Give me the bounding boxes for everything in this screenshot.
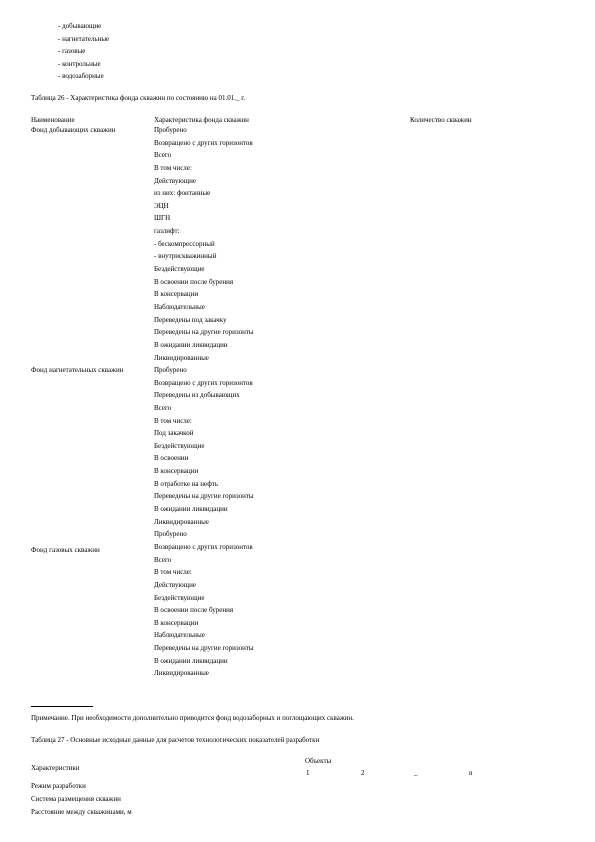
table-row: - бескомпрессорный xyxy=(154,239,215,248)
table-row: Всего xyxy=(154,555,172,564)
table-26-header-characteristic: Характеристика фонда скважин xyxy=(154,116,249,124)
gas-wells-rows xyxy=(154,541,254,680)
table-row: газлифт: xyxy=(154,227,180,236)
table-row: Ликвидированные xyxy=(154,517,209,526)
table-row: Бездействующие xyxy=(154,593,205,602)
table-row: Переведены из добывающих xyxy=(154,391,240,400)
table-row: В освоении после бурения xyxy=(154,606,234,615)
table-27-caption: Таблица 27 - Основные исходные данные для расчетов технологических показателей разработки xyxy=(31,736,320,744)
table-row: Режим разработки xyxy=(31,782,86,790)
table-row: Действующие xyxy=(154,580,196,589)
table-row: Под закачкой xyxy=(154,429,194,438)
table-row: В освоении xyxy=(154,454,189,463)
table-row: В отработке на нефть xyxy=(154,479,219,488)
table-row: В ожидании ликвидации xyxy=(154,340,228,349)
table-row: В консервации xyxy=(154,618,199,627)
table-row: Действующие xyxy=(154,176,196,185)
list-item: - водозаборные xyxy=(58,72,104,80)
table-row: Система размещения скважин xyxy=(31,795,121,803)
table-row: из них: фонтанные xyxy=(154,189,211,198)
group-production-wells: Фонд добывающих скважин xyxy=(31,126,116,134)
table-27-header-characteristics: Характеристики xyxy=(31,764,80,772)
table-row: Пробурено xyxy=(154,126,187,134)
table-row: Ликвидированные xyxy=(154,669,209,678)
table-row: Пробурено xyxy=(154,366,187,374)
table-row: Всего xyxy=(154,151,172,160)
table-27-object-1: 1 xyxy=(306,769,310,777)
table-row: В ожидании ликвидации xyxy=(154,505,228,514)
table-row: Возвращено с других горизонтов xyxy=(154,378,253,387)
injection-wells-rows xyxy=(154,364,254,541)
group-injection-wells: Фонд нагнетательных скважин xyxy=(31,366,124,374)
table-row: Пробурено xyxy=(154,530,187,539)
table-26-header-name: Наименование xyxy=(31,116,75,124)
list-item: - нагнетательные xyxy=(58,34,110,43)
table-row: Переведены на другие горизонты xyxy=(154,644,254,653)
table-row: В консервации xyxy=(154,290,199,299)
table-26-header-count: Количество скважин xyxy=(410,116,472,124)
table-row: Всего xyxy=(154,403,172,412)
list-item: - контрольные xyxy=(58,59,101,68)
table-row: Наблюдательные xyxy=(154,631,205,640)
table-row: Бездействующие xyxy=(154,441,205,450)
table-27-object-2: 2 xyxy=(361,769,365,777)
table-row: - внутрискважинный xyxy=(154,252,217,261)
table-row: В ожидании ликвидации xyxy=(154,656,228,665)
table-row: В освоении после бурения xyxy=(154,277,234,286)
table-row: В консервации xyxy=(154,467,199,476)
table-27-objects-label: Объекты xyxy=(305,757,332,765)
table-row: Бездействующие xyxy=(154,265,205,274)
table-row: Переведены на другие горизонты xyxy=(154,492,254,501)
table-row: Расстояние между скважинами, м xyxy=(31,808,132,816)
table-row: ШГН xyxy=(154,214,171,223)
table-row: Возвращено с других горизонтов xyxy=(154,543,253,551)
table-row: Переведены на другие горизонты xyxy=(154,328,254,337)
table-row: В том числе: xyxy=(154,163,192,172)
table-row: В том числе: xyxy=(154,416,192,425)
footnote-divider xyxy=(31,706,93,707)
table-row: Возвращено с других горизонтов xyxy=(154,138,253,147)
table-27-object-ellipsis: _ xyxy=(414,769,418,777)
table-row: В том числе: xyxy=(154,568,192,577)
well-type-list xyxy=(58,20,109,83)
group-gas-wells: Фонд газовых скважин xyxy=(31,546,100,554)
table-row: Наблюдательные xyxy=(154,302,205,311)
list-item: - добывающие xyxy=(58,22,102,30)
table-row: Переведены под закачку xyxy=(154,315,227,324)
list-item: - газовые xyxy=(58,47,86,55)
table-row: Ликвидированные xyxy=(154,353,209,362)
table-26-caption: Таблица 26 - Характеристика фонда скважин по состоянию на 01.01._ г. xyxy=(31,94,246,102)
table-note: Примечание. При необходимости дополнительно приводится фонд водозаборных и поглощающих скважин. xyxy=(31,714,354,722)
table-row: ЭЦН xyxy=(154,201,169,210)
table-27-object-n: n xyxy=(469,769,473,777)
production-wells-rows xyxy=(154,124,254,364)
